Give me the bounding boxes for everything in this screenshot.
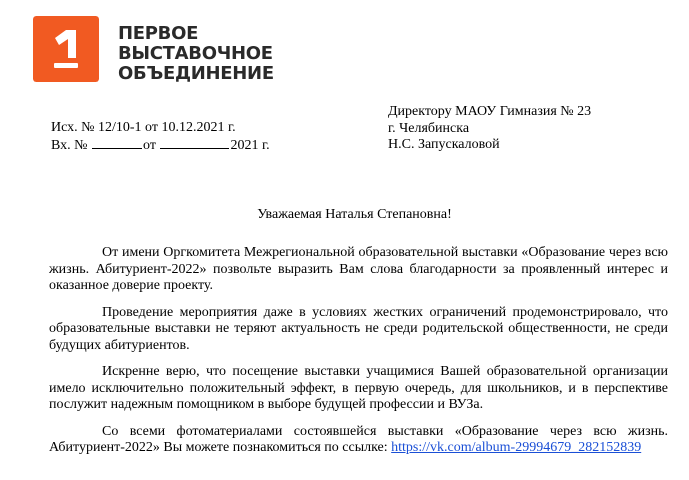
brand-line-3: ОБЪЕДИНЕНИЕ	[118, 63, 274, 84]
logo-icon	[33, 16, 99, 82]
brand-name	[118, 24, 274, 84]
paragraph-4-text: Со всеми фотоматериалами состоявшейся выставки «Образование через всю жизнь. Абитуриент-2022» Вы можете познакомиться по ссылке:	[49, 423, 668, 455]
paragraph-4	[49, 424, 668, 457]
document-numbers	[51, 120, 270, 154]
incoming-number	[51, 136, 270, 154]
outgoing-number: Исх. № 12/10-1 от 10.12.2021 г.	[51, 120, 236, 135]
incoming-date-blank	[160, 136, 229, 149]
brand-line-2: ВЫСТАВОЧНОЕ	[118, 43, 273, 64]
recipient-name: Н.С. Запускаловой	[388, 137, 500, 152]
incoming-number-blank	[92, 136, 142, 149]
brand-line-1: ПЕРВОЕ	[118, 23, 199, 44]
paragraph-3: Искренне верю, что посещение выставки учащимися Вашей образовательной организации имело исключительно положительный эффект, в первую очередь, для школьников, и в перспективе послужит надежным помощником в выборе будущей профессии и ВУЗа.	[49, 364, 668, 412]
album-link[interactable]: https://vk.com/album-29994679_282152839	[391, 440, 642, 455]
salutation: Уважаемая Наталья Степановна!	[257, 207, 452, 222]
incoming-mid: от	[143, 138, 156, 153]
recipient-city: г. Челябинска	[388, 120, 470, 136]
recipient-position: Директору МАОУ Гимназия № 23	[388, 104, 592, 119]
letter-body	[49, 245, 668, 467]
paragraph-2: Проведение мероприятия даже в условиях жестких ограничений продемонстрировало, что образовательные выставки не теряют актуальность не среди родительской общественности, не среди будущих абитуриентов.	[49, 304, 668, 353]
paragraph-1: От имени Оргкомитета Межрегиональной образовательной выставки «Образование через всю жизнь. Абитуриент-2022» позвольте выразить Вам слова благодарности за проявленный интерес и оказанное доверие проекту.	[49, 245, 668, 293]
incoming-suffix: 2021 г.	[230, 138, 270, 153]
incoming-prefix: Вх. №	[51, 138, 88, 153]
recipient-block	[388, 104, 591, 154]
